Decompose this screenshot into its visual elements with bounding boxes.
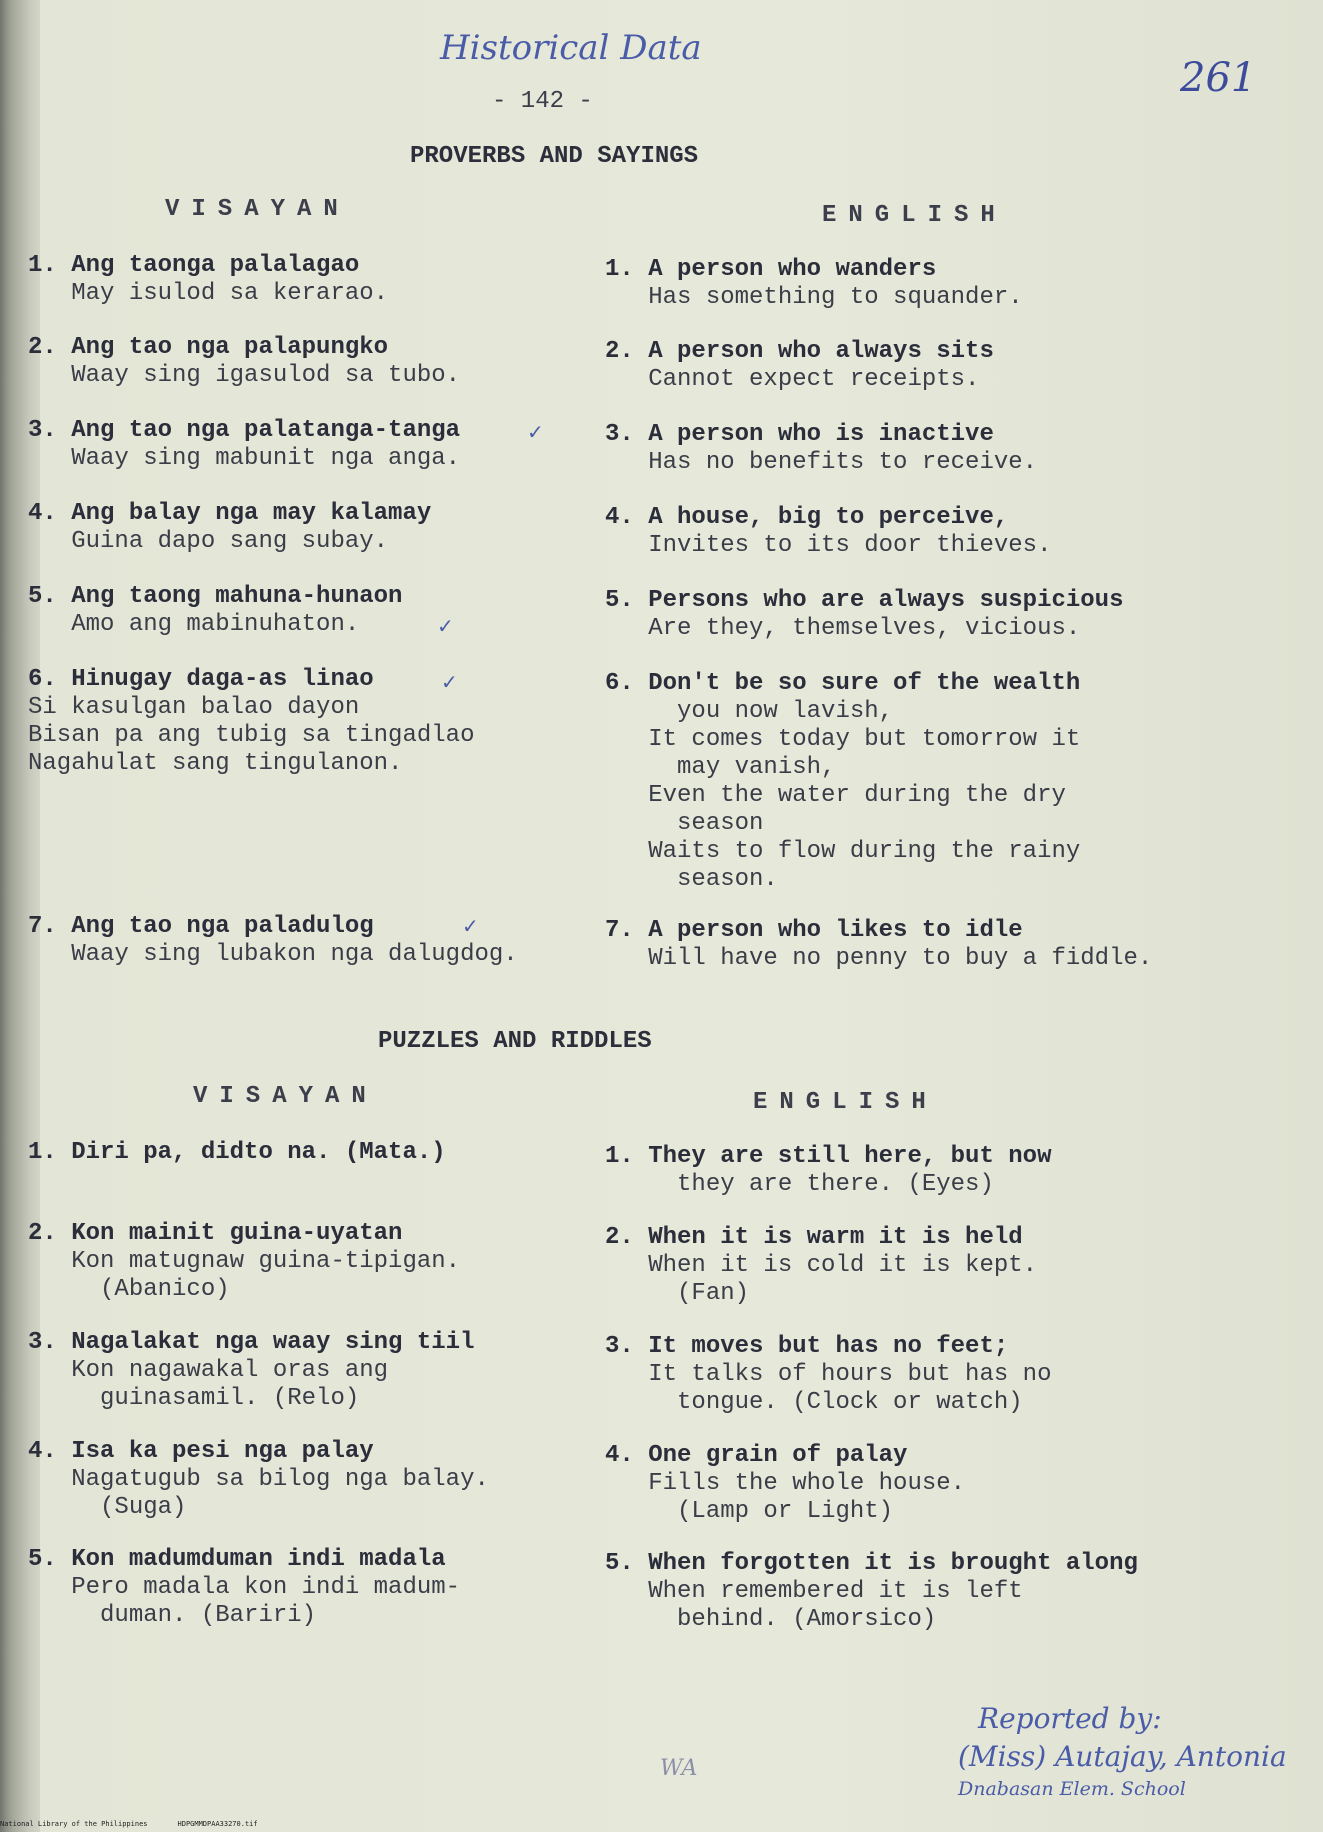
entry-line: Bisan pa ang tubig sa tingadlao bbox=[28, 722, 475, 749]
entry-line: 1. Ang taonga palalagao bbox=[28, 252, 360, 279]
entry-line: 6. Don't be so sure of the wealth bbox=[605, 670, 1081, 697]
entry-line: 1. They are still here, but now bbox=[605, 1143, 1052, 1170]
signature-reported-by: Reported by: bbox=[978, 1702, 1162, 1735]
entry-line: they are there. (Eyes) bbox=[605, 1171, 994, 1198]
entry-line: (Lamp or Light) bbox=[605, 1498, 894, 1525]
entry-line: May isulod sa kerarao. bbox=[28, 280, 389, 307]
signature-name: (Miss) Autajay, Antonia bbox=[958, 1740, 1287, 1773]
scan-footer bbox=[0, 1820, 288, 1828]
proverbs-title: PROVERBS AND SAYINGS bbox=[410, 143, 699, 170]
proverbs-english-entry bbox=[605, 670, 1080, 894]
riddles-english-heading: ENGLISH bbox=[753, 1089, 938, 1116]
check-mark-icon: ✓ bbox=[437, 614, 454, 638]
entry-line: 2. When it is warm it is held bbox=[605, 1224, 1023, 1251]
entry-line: 5. Ang taong mahuna-hunaon bbox=[28, 583, 403, 610]
riddles-english-entry bbox=[605, 1143, 1051, 1199]
entry-line: 2. Kon mainit guina-uyatan bbox=[28, 1220, 403, 1247]
entry-line: Are they, themselves, vicious. bbox=[605, 615, 1081, 642]
riddles-english-entry bbox=[605, 1550, 1138, 1634]
check-mark-icon: ✓ bbox=[441, 670, 458, 694]
entry-line: 2. Ang tao nga palapungko bbox=[28, 334, 389, 361]
entry-line: 7. Ang tao nga paladulog bbox=[28, 913, 374, 940]
entry-line: 5. Persons who are always suspicious bbox=[605, 587, 1124, 614]
entry-line: Nagatugub sa bilog nga balay. bbox=[28, 1466, 489, 1493]
entry-line: Waits to flow during the rainy bbox=[605, 838, 1081, 865]
entry-line: 3. Nagalakat nga waay sing tiil bbox=[28, 1329, 475, 1356]
proverbs-visayan-entry bbox=[28, 583, 402, 639]
proverbs-english-entry bbox=[605, 504, 1051, 560]
riddles-title: PUZZLES AND RIDDLES bbox=[378, 1028, 652, 1055]
proverbs-english-entry bbox=[605, 587, 1123, 643]
proverbs-visayan-entry bbox=[28, 334, 460, 390]
proverbs-english-entry bbox=[605, 421, 1037, 477]
riddles-visayan-entry bbox=[28, 1220, 460, 1304]
riddles-visayan-entry bbox=[28, 1139, 446, 1167]
entry-line: duman. (Bariri) bbox=[28, 1602, 317, 1629]
entry-line: Nagahulat sang tingulanon. bbox=[28, 750, 403, 777]
proverbs-visayan-entry bbox=[28, 417, 460, 473]
entry-line: Waay sing lubakon nga dalugdog. bbox=[28, 941, 518, 968]
entry-line: 5. When forgotten it is brought along bbox=[605, 1550, 1138, 1577]
proverbs-visayan-entry bbox=[28, 500, 431, 556]
proverbs-visayan-entry bbox=[28, 913, 518, 969]
proverbs-english-entry bbox=[605, 917, 1152, 973]
riddles-english-entry bbox=[605, 1333, 1051, 1417]
entry-line: Guina dapo sang subay. bbox=[28, 528, 389, 555]
entry-line: 3. A person who is inactive bbox=[605, 421, 994, 448]
entry-line: When it is cold it is kept. bbox=[605, 1252, 1038, 1279]
page-number: - 142 - bbox=[492, 88, 593, 115]
entry-line: (Suga) bbox=[28, 1494, 187, 1521]
proverbs-english-heading: ENGLISH bbox=[822, 202, 1007, 229]
entry-line: Kon matugnaw guina-tipigan. bbox=[28, 1248, 461, 1275]
footer-library: National Library of the Philippines bbox=[0, 1820, 148, 1828]
entry-line: may vanish, bbox=[605, 754, 836, 781]
entry-line: (Abanico) bbox=[28, 1276, 230, 1303]
entry-line: Has no benefits to receive. bbox=[605, 449, 1038, 476]
handwritten-page-number: 261 bbox=[1180, 55, 1257, 101]
footer-file: HDPGMMDPAA33270.tif bbox=[177, 1820, 258, 1828]
entry-line: It comes today but tomorrow it bbox=[605, 726, 1081, 753]
entry-line: season. bbox=[605, 866, 778, 893]
entry-line: (Fan) bbox=[605, 1280, 750, 1307]
entry-line: 1. A person who wanders bbox=[605, 256, 937, 283]
proverbs-english-entry bbox=[605, 256, 1023, 312]
proverbs-english-entry bbox=[605, 338, 994, 394]
entry-line: 4. One grain of palay bbox=[605, 1442, 908, 1469]
entry-line: tongue. (Clock or watch) bbox=[605, 1389, 1023, 1416]
riddles-english-entry bbox=[605, 1442, 965, 1526]
entry-line: 2. A person who always sits bbox=[605, 338, 994, 365]
entry-line: 6. Hinugay daga-as linao bbox=[28, 666, 374, 693]
proverbs-visayan-entry bbox=[28, 252, 388, 308]
entry-line: Invites to its door thieves. bbox=[605, 532, 1052, 559]
entry-line: Si kasulgan balao dayon bbox=[28, 694, 360, 721]
entry-line: Will have no penny to buy a fiddle. bbox=[605, 945, 1153, 972]
entry-line: season bbox=[605, 810, 764, 837]
entry-line: Cannot expect receipts. bbox=[605, 366, 980, 393]
entry-line: Has something to squander. bbox=[605, 284, 1023, 311]
check-mark-icon: ✓ bbox=[527, 420, 544, 444]
entry-line: Kon nagawakal oras ang bbox=[28, 1357, 389, 1384]
riddles-visayan-entry bbox=[28, 1438, 489, 1522]
entry-line: 3. It moves but has no feet; bbox=[605, 1333, 1009, 1360]
entry-line: you now lavish, bbox=[605, 698, 894, 725]
proverbs-visayan-entry bbox=[28, 666, 474, 778]
entry-line: Even the water during the dry bbox=[605, 782, 1066, 809]
signature-school: Dnabasan Elem. School bbox=[958, 1778, 1186, 1800]
initials: WA bbox=[660, 1756, 698, 1781]
riddles-visayan-entry bbox=[28, 1329, 474, 1413]
entry-line: When remembered it is left bbox=[605, 1578, 1023, 1605]
entry-line: Waay sing igasulod sa tubo. bbox=[28, 362, 461, 389]
entry-line: 5. Kon madumduman indi madala bbox=[28, 1546, 446, 1573]
entry-line: Fills the whole house. bbox=[605, 1470, 966, 1497]
entry-line: 3. Ang tao nga palatanga-tanga bbox=[28, 417, 461, 444]
entry-line: 4. Isa ka pesi nga palay bbox=[28, 1438, 374, 1465]
riddles-visayan-entry bbox=[28, 1546, 460, 1630]
entry-line: 4. Ang balay nga may kalamay bbox=[28, 500, 432, 527]
entry-line: 4. A house, big to perceive, bbox=[605, 504, 1009, 531]
entry-line: Amo ang mabinuhaton. bbox=[28, 611, 360, 638]
check-mark-icon: ✓ bbox=[462, 914, 479, 938]
entry-line: behind. (Amorsico) bbox=[605, 1606, 937, 1633]
entry-line: guinasamil. (Relo) bbox=[28, 1385, 360, 1412]
riddles-visayan-heading: VISAYAN bbox=[193, 1083, 378, 1110]
entry-line: Pero madala kon indi madum- bbox=[28, 1574, 461, 1601]
entry-line: Waay sing mabunit nga anga. bbox=[28, 445, 461, 472]
entry-line: 7. A person who likes to idle bbox=[605, 917, 1023, 944]
riddles-english-entry bbox=[605, 1224, 1037, 1308]
entry-line: It talks of hours but has no bbox=[605, 1361, 1052, 1388]
proverbs-visayan-heading: VISAYAN bbox=[165, 196, 350, 223]
handwritten-title: Historical Data bbox=[440, 28, 702, 68]
entry-line: 1. Diri pa, didto na. (Mata.) bbox=[28, 1139, 446, 1166]
